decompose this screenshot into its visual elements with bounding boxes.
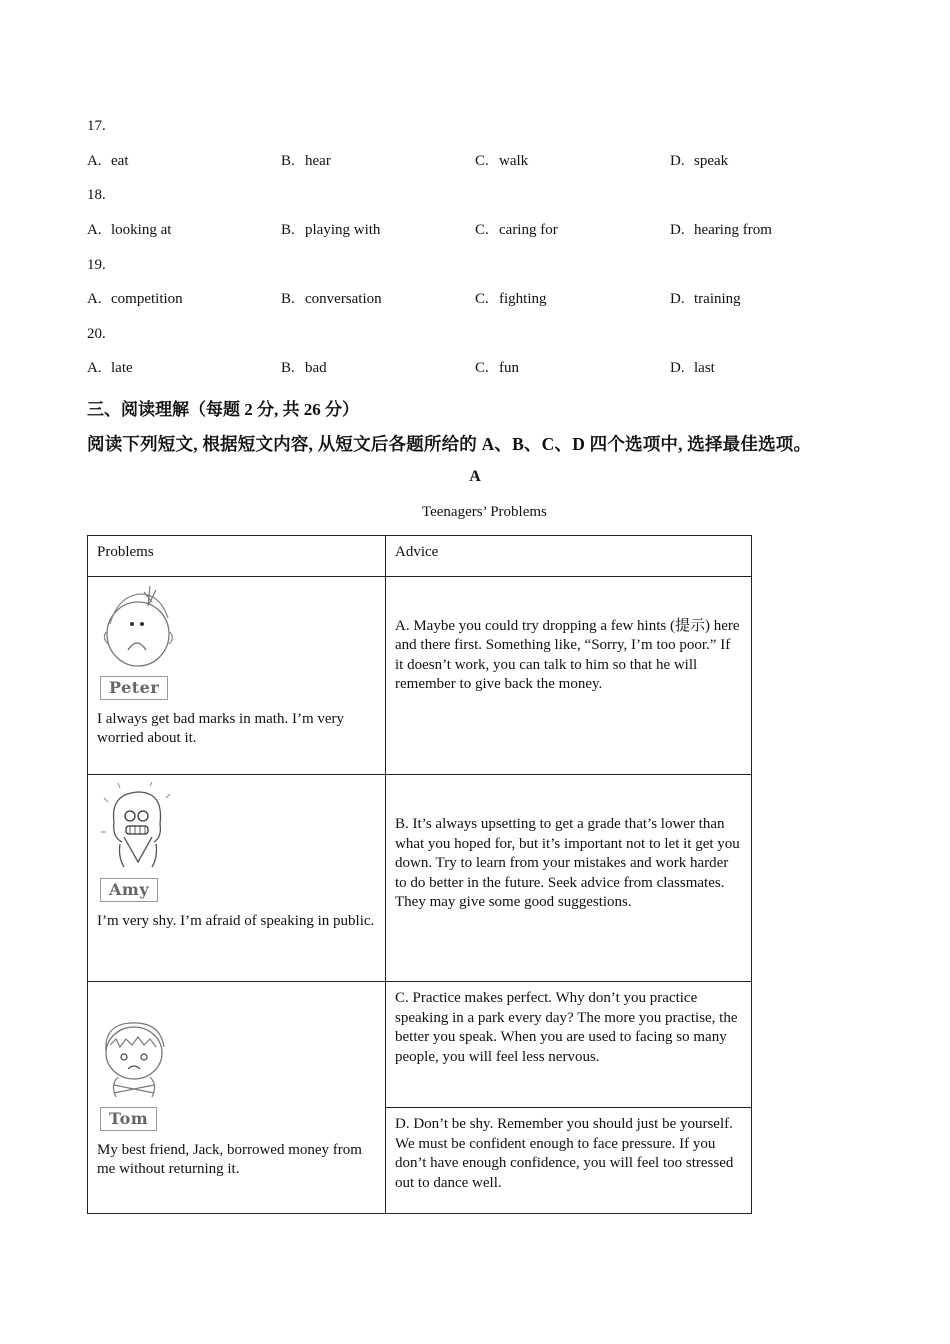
option-d[interactable] — [670, 153, 728, 170]
section-title: 三、阅读理解（每题 2 分, 共 26 分） — [87, 400, 359, 419]
advice-text: C. Practice makes perfect. Why don’t you practice speaking in a park every day? The more you practise, the better you speak. When you are used to facing so many people, you will feel less nervous. — [395, 990, 738, 1065]
option-text: playing with — [305, 222, 381, 238]
problems-advice-table — [87, 535, 752, 1214]
option-d[interactable] — [670, 291, 741, 308]
option-text: late — [111, 360, 133, 376]
option-text: eat — [111, 153, 129, 169]
option-text: training — [694, 291, 741, 307]
problem-cell — [88, 775, 386, 982]
table-row — [88, 775, 752, 982]
option-letter: D. — [670, 222, 685, 238]
table-row — [88, 577, 752, 775]
sad-boy-face-icon — [100, 584, 180, 670]
options-row — [87, 153, 887, 173]
option-b[interactable] — [281, 291, 382, 308]
option-letter: D. — [670, 360, 685, 376]
advice-cell — [386, 982, 752, 1108]
option-letter: A. — [87, 360, 102, 376]
option-letter: B. — [281, 360, 295, 376]
problem-text: My best friend, Jack, borrowed money from me without returning it. — [97, 1141, 362, 1178]
option-c[interactable] — [475, 153, 528, 170]
option-text: hear — [305, 153, 331, 169]
header-advice: Advice — [386, 536, 752, 577]
advice-cell — [386, 775, 752, 982]
option-text: caring for — [499, 222, 558, 238]
question-number: 20. — [87, 326, 106, 342]
advice-text: B. It’s always upsetting to get a grade that’s lower than what you hoped for, but it’s important not to let it get you down. Try to learn from your mistakes and work harder to do better in the future. Seek advice from classmates. They may give some good suggestions. — [395, 816, 740, 911]
options-row — [87, 291, 887, 311]
option-a[interactable] — [87, 222, 171, 239]
option-text: speak — [694, 153, 729, 169]
problem-cell — [88, 577, 386, 775]
option-text: looking at — [111, 222, 172, 238]
option-letter: C. — [475, 153, 489, 169]
option-letter: A. — [87, 222, 102, 238]
option-letter: D. — [670, 291, 685, 307]
question-number: 17. — [87, 118, 106, 134]
question-number: 19. — [87, 257, 106, 273]
problem-text: I’m very shy. I’m afraid of speaking in public. — [97, 912, 375, 929]
option-text: hearing from — [694, 222, 772, 238]
question-number: 18. — [87, 187, 106, 203]
option-c[interactable] — [475, 291, 547, 308]
option-c[interactable] — [475, 222, 558, 239]
problem-cell — [88, 982, 386, 1214]
section-instruction: 阅读下列短文, 根据短文内容, 从短文后各题所给的 A、B、C、D 四个选项中, 选择最佳选项。 — [87, 434, 812, 454]
problem-text: I always get bad marks in math. I’m very worried about it. — [97, 710, 345, 746]
table-header-row — [88, 536, 752, 577]
option-letter: A. — [87, 291, 102, 307]
header-problems: Problems — [88, 536, 386, 577]
passage-title: Teenagers’ Problems — [422, 504, 547, 520]
option-letter: A. — [87, 153, 102, 169]
option-b[interactable] — [281, 360, 327, 377]
option-a[interactable] — [87, 360, 133, 377]
name-tag: Tom — [100, 1107, 157, 1131]
passage-letter: A — [469, 468, 481, 485]
option-text: conversation — [305, 291, 382, 307]
option-text: bad — [305, 360, 327, 376]
name-tag: Amy — [100, 878, 158, 902]
advice-cell — [386, 1108, 752, 1214]
option-text: competition — [111, 291, 183, 307]
option-letter: B. — [281, 153, 295, 169]
option-letter: C. — [475, 222, 489, 238]
option-b[interactable] — [281, 222, 380, 239]
option-c[interactable] — [475, 360, 519, 377]
option-d[interactable] — [670, 360, 715, 377]
options-row — [87, 222, 887, 242]
name-tag: Peter — [100, 676, 168, 700]
table-row — [88, 982, 752, 1108]
scared-girl-icon — [100, 782, 180, 872]
annoyed-boy-icon — [100, 1015, 172, 1101]
option-text: last — [694, 360, 715, 376]
option-text: fighting — [499, 291, 547, 307]
option-letter: C. — [475, 360, 489, 376]
option-letter: B. — [281, 291, 295, 307]
option-letter: D. — [670, 153, 685, 169]
advice-text: A. Maybe you could try dropping a few hints (提示) here and there first. Something like, “Sorry, I’m too poor.” If it doesn’t work, you can talk to him so that he will remember to give back the money. — [395, 617, 740, 692]
options-row — [87, 360, 887, 380]
option-b[interactable] — [281, 153, 331, 170]
advice-cell — [386, 577, 752, 775]
option-d[interactable] — [670, 222, 772, 239]
option-text: fun — [499, 360, 519, 376]
advice-text: D. Don’t be shy. Remember you should just be yourself. We must be confident enough to face pressure. If you don’t have enough confidence, you will feel too stressed out to dance well. — [395, 1116, 734, 1191]
option-a[interactable] — [87, 153, 128, 170]
option-text: walk — [499, 153, 529, 169]
option-letter: B. — [281, 222, 295, 238]
option-a[interactable] — [87, 291, 183, 308]
option-letter: C. — [475, 291, 489, 307]
